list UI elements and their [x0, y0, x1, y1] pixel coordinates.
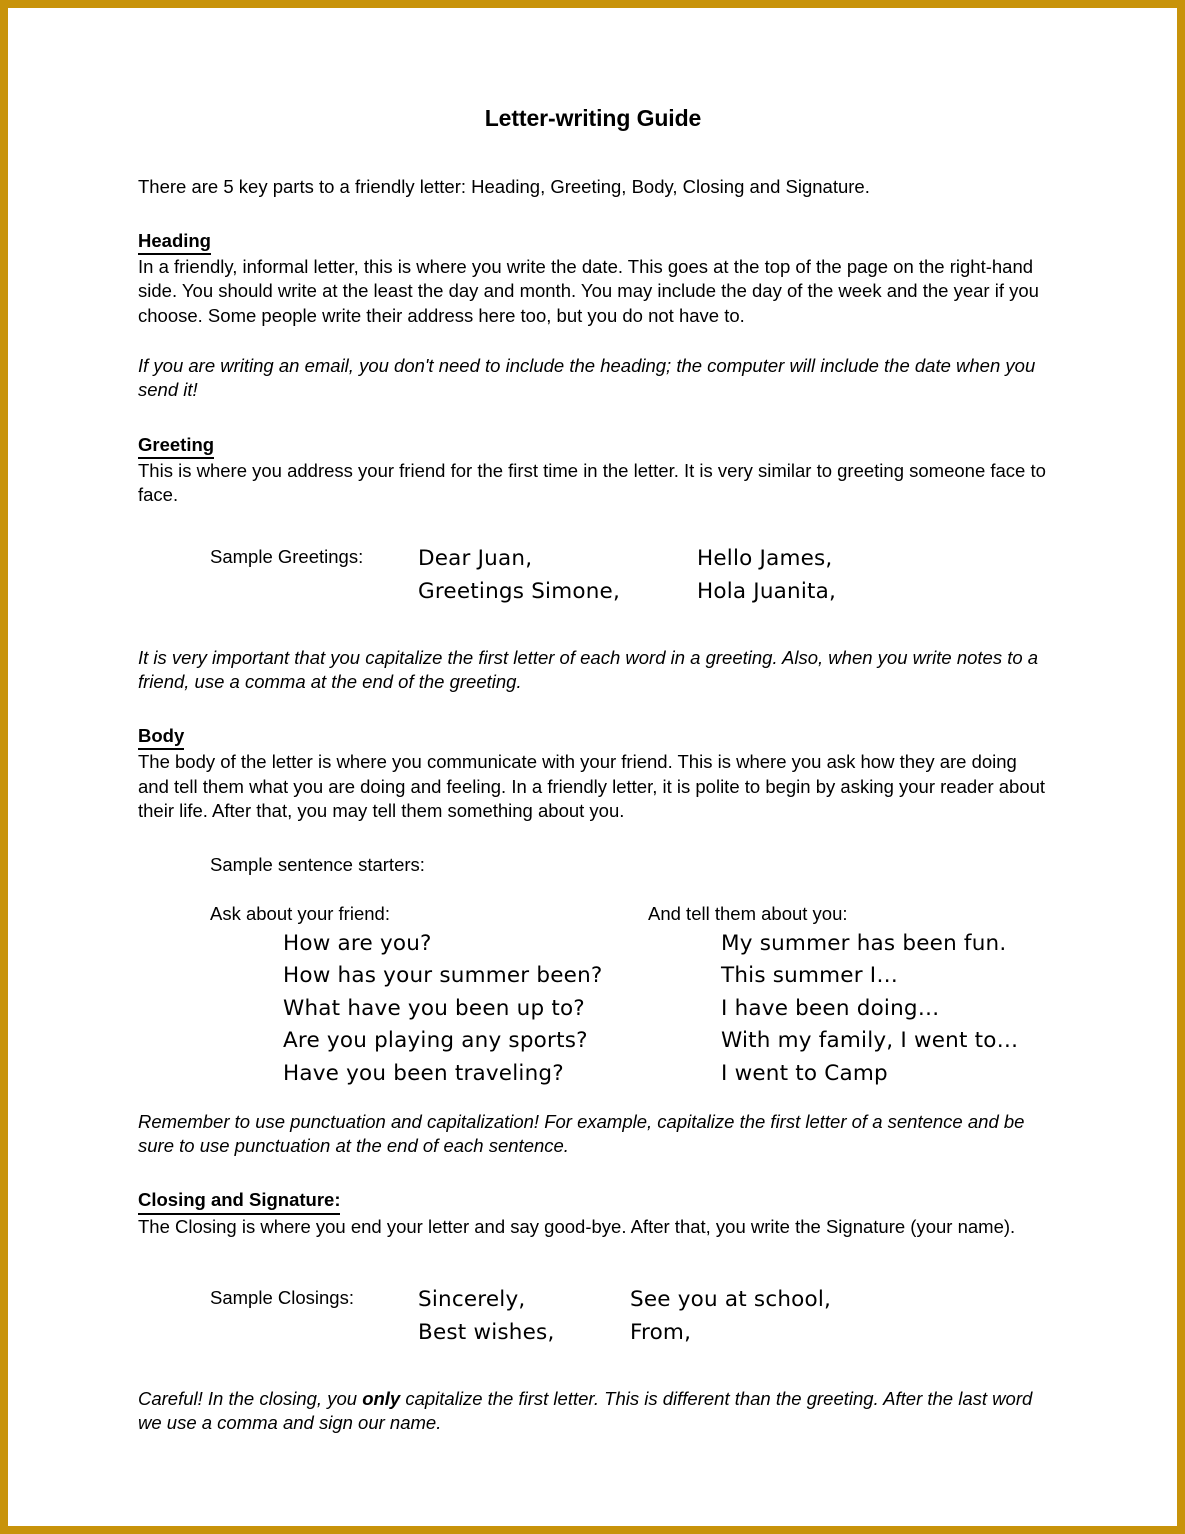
closing-note: [138, 1387, 1048, 1436]
starter-item: With my family, I went to…: [721, 1028, 1019, 1054]
section-heading-heading: Heading: [138, 229, 211, 255]
closing-note-part2: capitalize the first letter. This is different than the greeting. After the last word we use a comma and sign our name.: [138, 1387, 1033, 1434]
starter-item: How has your summer been?: [283, 963, 603, 989]
starter-item: What have you been up to?: [283, 995, 585, 1021]
starters-column-you-heading: And tell them about you:: [648, 902, 848, 924]
starter-item: I have been doing…: [721, 995, 940, 1021]
starter-item: My summer has been fun.: [721, 930, 1007, 956]
heading-section-title: [138, 229, 1048, 255]
starters-column-you-list: [721, 928, 1068, 1091]
sample-closing-item: From,: [630, 1319, 692, 1345]
sample-greeting-item: Greetings Simone,: [418, 578, 621, 604]
sample-greeting-item: Hola Juanita,: [697, 578, 837, 604]
sample-greetings-block: [210, 542, 1048, 608]
heading-note: If you are writing an email, you don't need to include the heading; the computer will include the date when you send it!: [138, 355, 1036, 401]
body-paragraph: The body of the letter is where you communicate with your friend. This is where you ask how they are doing and tell them what you are doing and feeling. In a friendly letter, it is polite to begin by asking your reader about their life. After that, you may tell them something about you.: [138, 751, 1046, 822]
sample-greeting-item: Hello James,: [697, 545, 833, 571]
sample-greeting-item: Dear Juan,: [418, 545, 533, 571]
sample-greetings-label: Sample Greetings:: [210, 545, 364, 567]
sample-closing-item: Sincerely,: [418, 1286, 526, 1312]
sample-closings-column-2: [630, 1283, 831, 1349]
starter-item: I went to Camp: [721, 1060, 888, 1086]
sample-closings-column-1: [418, 1283, 555, 1349]
document-content: [138, 105, 1048, 1435]
greeting-note: It is very important that you capitalize the first letter of each word in a greeting. Also, when you write notes to a friend, use a comma at the end of the greeting.: [138, 646, 1039, 692]
starter-item: Have you been traveling?: [283, 1060, 564, 1086]
starter-item: How are you?: [283, 930, 432, 956]
starters-column-you: [648, 900, 1068, 1091]
sentence-starters-title: Sample sentence starters:: [210, 854, 425, 876]
closing-section-title: [138, 1188, 1048, 1214]
page-title: Letter-writing Guide: [484, 105, 702, 131]
section-heading-closing: Closing and Signature:: [138, 1188, 340, 1214]
sentence-starters-columns: [210, 900, 1048, 1096]
body-section-title: [138, 724, 1048, 750]
intro-paragraph: There are 5 key parts to a friendly letter: Heading, Greeting, Body, Closing and Signature.: [138, 175, 870, 197]
starters-column-friend-heading: Ask about your friend:: [210, 902, 390, 924]
heading-paragraph: In a friendly, informal letter, this is where you write the date. This goes at the top of the page on the right-hand side. You should write at the least the day and month. You may include the day of the week and the year if you choose. Some people write their address here too, but you do not have to.: [138, 256, 1039, 326]
body-note: Remember to use punctuation and capitalization! For example, capitalize the first letter of a sentence and be sure to use punctuation at the end of each sentence.: [138, 1110, 1025, 1156]
closing-note-emphasis: only: [362, 1387, 401, 1409]
sample-closings-block: [210, 1283, 1048, 1349]
sample-greetings-column-1: [418, 542, 620, 608]
sample-closing-item: Best wishes,: [418, 1319, 555, 1345]
greeting-paragraph: This is where you address your friend for the first time in the letter. It is very similar to greeting someone face to face.: [138, 459, 1046, 506]
starters-column-friend: [210, 900, 640, 1091]
starter-item: Are you playing any sports?: [283, 1028, 588, 1054]
section-heading-greeting: Greeting: [138, 433, 214, 459]
sentence-starters-block: [210, 853, 1048, 1095]
section-heading-body: Body: [138, 724, 184, 750]
closing-paragraph: The Closing is where you end your letter and say good-bye. After that, you write the Signature (your name).: [138, 1215, 1016, 1237]
sample-closings-label: Sample Closings:: [210, 1286, 354, 1308]
greeting-section-title: [138, 433, 1048, 459]
starters-column-friend-list: [283, 928, 640, 1091]
sample-greetings-column-2: [697, 542, 836, 608]
starter-item: This summer I…: [721, 963, 899, 989]
sample-closing-item: See you at school,: [630, 1286, 832, 1312]
closing-note-part1: Careful! In the closing, you: [138, 1387, 363, 1409]
